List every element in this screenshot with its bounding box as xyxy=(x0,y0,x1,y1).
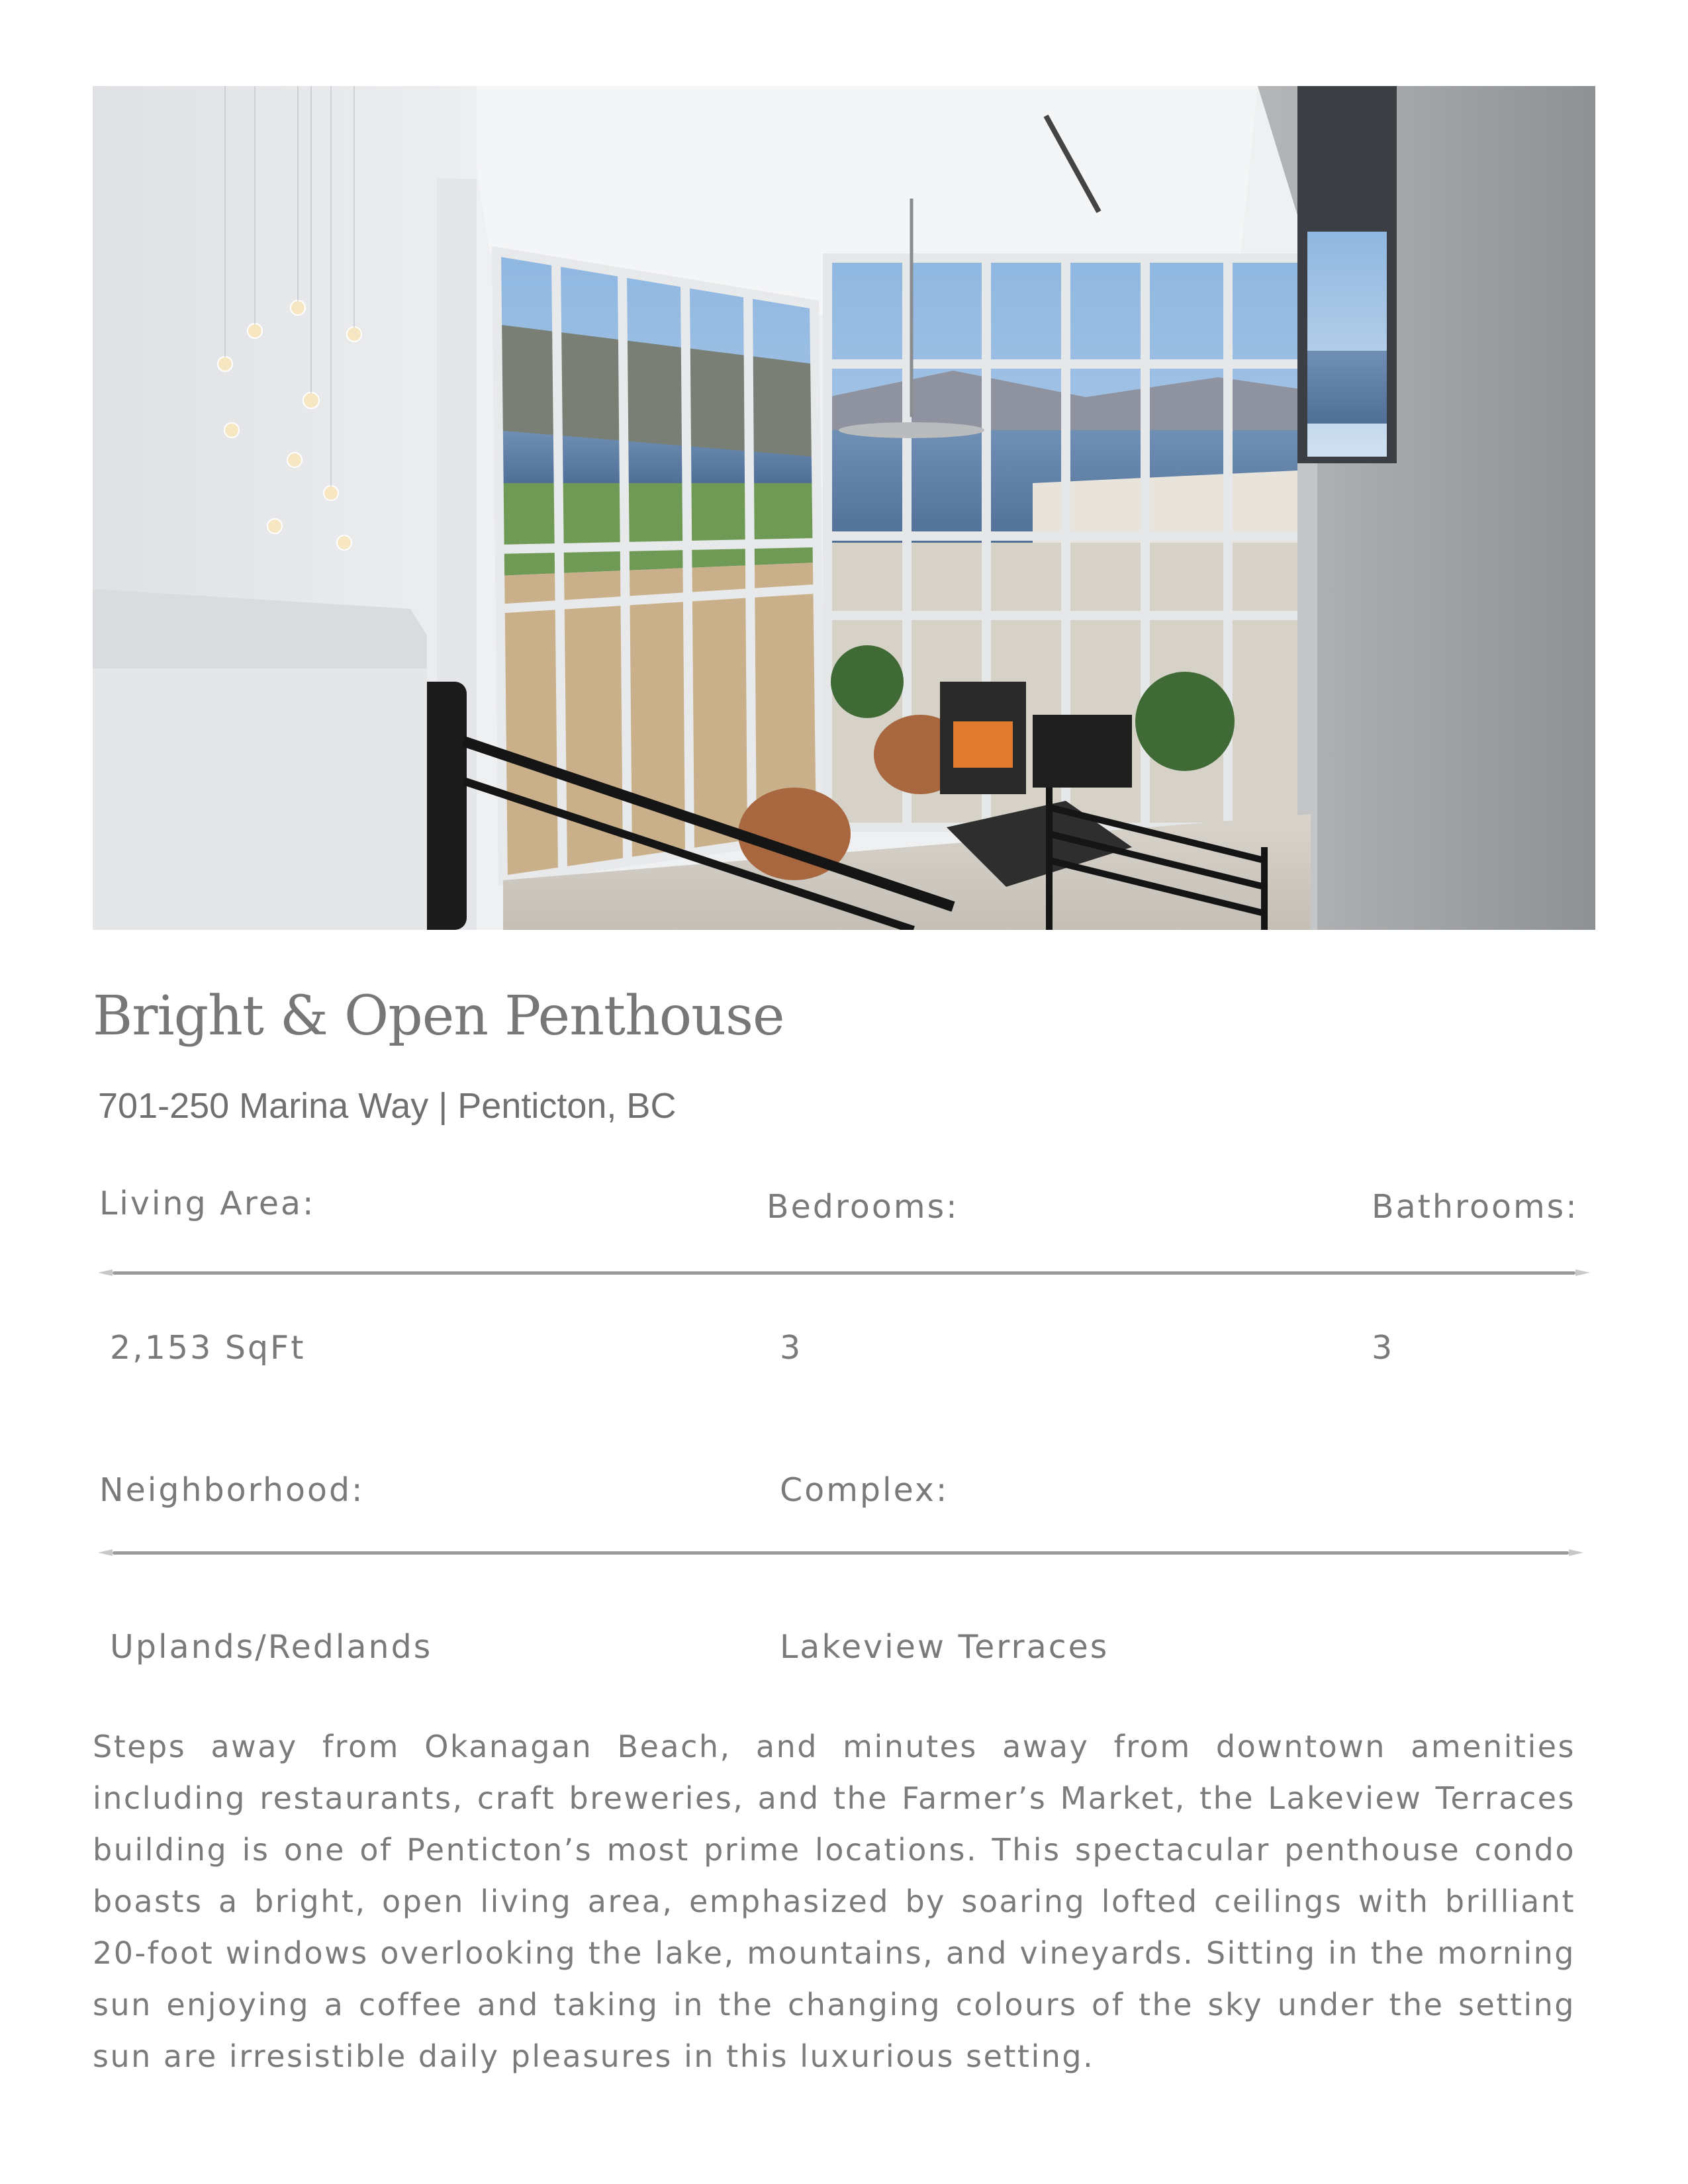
penthouse-interior-image xyxy=(93,86,1595,930)
bathrooms-label: Bathrooms: xyxy=(1372,1188,1579,1226)
complex-label: Complex: xyxy=(780,1471,949,1509)
bedrooms-value: 3 xyxy=(780,1329,803,1367)
neighborhood-value: Uplands/Redlands xyxy=(110,1628,433,1666)
living-area-label: Living Area: xyxy=(99,1185,316,1222)
details-divider-1 xyxy=(113,1271,1575,1275)
listing-address: 701-250 Marina Way | Penticton, BC xyxy=(98,1086,677,1126)
bathrooms-value: 3 xyxy=(1372,1329,1395,1367)
living-area-value: 2,153 SqFt xyxy=(110,1329,306,1367)
neighborhood-label: Neighborhood: xyxy=(99,1471,365,1509)
listing-description: Steps away from Okanagan Beach, and minutes away from downtown amenities including restaurants, craft breweries, and the Farmer’s Market, the Lakeview Terraces building is one of Penticton’s most prime locations. This spectacular penthouse condo boasts a bright, open living area, emphasized by soaring lofted ceilings with brilliant 20-foot windows overlooking the lake, mountains, and vineyards. Sitting in the morning sun enjoying a coffee and taking in the changing colours of the sky under the setting sun are irresistible daily pleasures in this luxurious setting. xyxy=(93,1729,1575,2074)
bedrooms-label: Bedrooms: xyxy=(767,1188,959,1226)
complex-value: Lakeview Terraces xyxy=(780,1628,1109,1666)
hero-photo xyxy=(93,86,1595,930)
listing-title: Bright & Open Penthouse xyxy=(93,985,784,1048)
details-divider-2 xyxy=(113,1551,1569,1555)
